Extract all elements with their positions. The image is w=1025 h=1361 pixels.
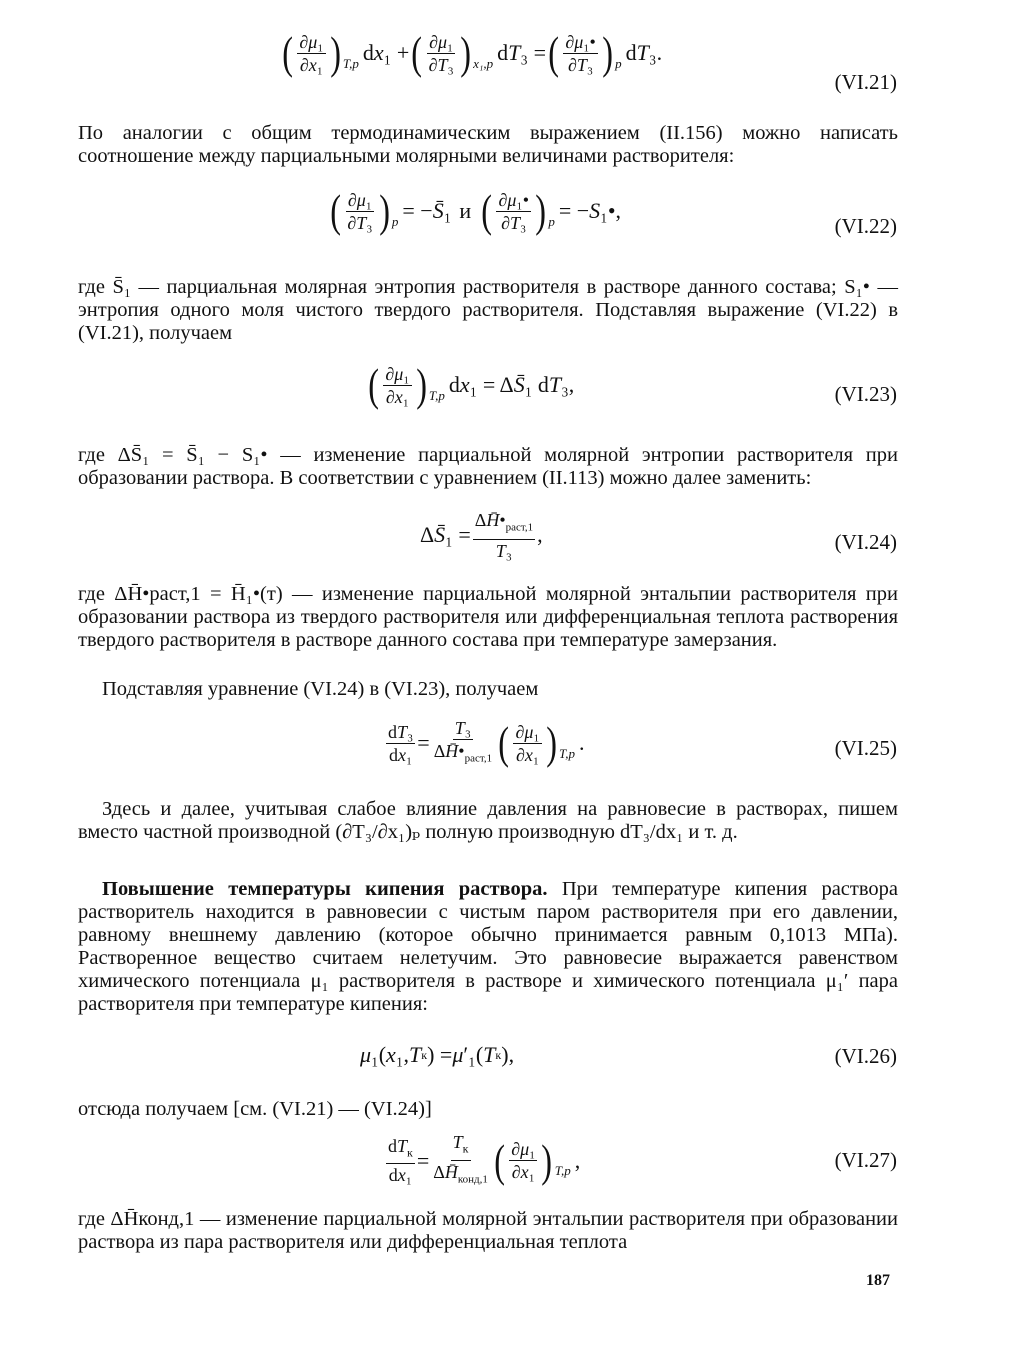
equation-number: (VI.24) <box>834 530 897 554</box>
equation-number: (VI.27) <box>834 1148 897 1172</box>
paragraph: По аналогии с общим термодинамическим выражением (II.156) можно написать соотношение между парциальными молярными величинами растворителя: <box>78 122 898 167</box>
equation-number: (VI.23) <box>834 382 897 406</box>
equation-vi-27: $\frac{dT_к}{\text{dx₁}}$ = $\frac{T_к}{\Delta H̄_{конд,1}}$ ( $\frac{\text{∂μ₁}}{\text{∂x₁}}$ ) T,p , (VI.27) <box>388 1132 897 1186</box>
paragraph: где S̄₁ — парциальная молярная энтропия растворителя в растворе данного состава; S₁• — энтропия одного моля чистого твердого растворителя. Подставляя выражение (VI.22) в (VI.21), получаем <box>78 276 898 344</box>
conjunction: и <box>459 198 472 223</box>
paragraph <box>78 878 898 1016</box>
section-heading: Повышение температуры кипения раствора. <box>102 878 548 900</box>
equation-number: (VI.21) <box>834 70 897 94</box>
paragraph: где ΔH̄конд,1 — изменение парциальной молярной энтальпии растворителя при образовании раствора из пара растворителя или дифференциальная теплота <box>78 1208 898 1253</box>
equation-vi-22: ( $\frac{\text{∂μ₁}}{\text{∂T₃}}$ ) p = − S̄ ₁ и ( $\frac{\text{∂μ₁•}}{\text{∂T₃}}$ ) p = − S ₁•, (VI.22) <box>330 185 897 238</box>
equation-vi-21: ( $\frac{\text{∂μ₁}}{\text{∂x₁}}$ ) T,p d x ₁ + ( $\frac{\text{∂μ₁}}{\text{∂T₃}}$ ) x₁,p d T ₃ = ( $\frac{\text{∂μ₁•}}{\text{∂T₃}}$ ) p d T ₃. (VI.21) <box>282 27 897 94</box>
equation-vi-24: Δ S̄ ₁ = $\frac{\Delta H̄•_{раст,1}}{\text{T₃}}$ , (VI.24) <box>420 510 897 561</box>
paragraph: Подставляя уравнение (VI.24) в (VI.23), получаем <box>102 678 539 700</box>
paragraph: где ΔS̄₁ = S̄₁ − S₁• — изменение парциальной молярной энтропии растворителя при образовании раствора. В соответствии с уравнением (II.113) можно далее заменить: <box>78 444 898 489</box>
paragraph: где ΔH̄•раст,1 = H̄₁•(т) — изменение парциальной молярной энтальпии растворителя при образовании раствора из твердого растворителя или дифференциальная теплота растворения твердого растворителя в растворе данного состава при температуре замерзания. <box>78 583 898 651</box>
page-number: 187 <box>866 1272 890 1289</box>
paragraph-text: При температуре кипения раствора растворитель находится в равновесии с чистым паром растворителя при его давлении, равному внешнему давлению (которое обычно принимается равным 0,1013 МПа). Растворенное вещество считаем нелетучим. Это равновесие выражается равенством химического потенциала μ₁ растворителя в растворе и химического потенциала μ₁′ пара растворителя при температуре кипения: <box>78 878 898 1015</box>
equation-number: (VI.26) <box>834 1044 897 1068</box>
paragraph: Здесь и далее, учитывая слабое влияние давления на равновесие в растворах, пишем вместо частной производной (∂T₃/∂x₁)ₚ полную производную dT₃/dx₁ и т. д. <box>78 798 898 843</box>
equation-vi-23: ( $\frac{\text{∂μ₁}}{\text{∂x₁}}$ ) T,p d x ₁ = Δ S̄ ₁ d T ₃, (VI.23) <box>368 359 897 410</box>
equation-number: (VI.22) <box>834 214 897 238</box>
equation-number: (VI.25) <box>834 736 897 760</box>
paragraph: отсюда получаем [см. (VI.21) — (VI.24)] <box>78 1098 432 1120</box>
equation-vi-26: μ ₁( x ₁, T к ) = μ ′₁( T к ), (VI.26) <box>360 1042 897 1068</box>
equation-vi-25: $\frac{\text{dT₃}}{\text{dx₁}}$ = $\frac{\text{T₃}}{\Delta H̄•_{раст,1}}$ ( $\frac{\text{∂μ₁}}{\text{∂x₁}}$ ) T,p . (VI.25) <box>388 717 897 769</box>
